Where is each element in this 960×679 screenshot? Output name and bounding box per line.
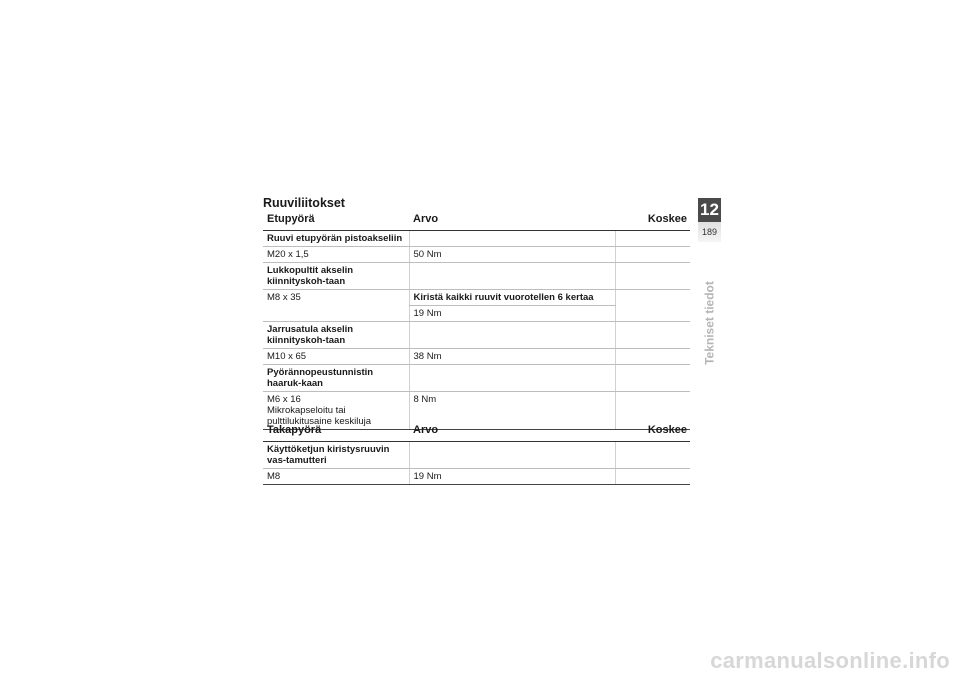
column-header-part: Etupyörä — [263, 208, 409, 231]
column-header-value: Arvo — [409, 419, 615, 442]
applies-cell — [615, 247, 690, 263]
value-cell: 38 Nm — [409, 349, 615, 365]
value-cell — [409, 231, 615, 247]
size-cell: M10 x 65 — [263, 349, 409, 365]
column-header-value: Arvo — [409, 208, 615, 231]
table-row — [263, 349, 690, 365]
chapter-side-label: Tekniset tiedot — [702, 281, 717, 365]
table-row — [263, 365, 690, 392]
applies-cell — [615, 231, 690, 247]
table-row — [263, 231, 690, 247]
chapter-tab — [698, 198, 721, 242]
locking-note: Mikrokapseloitu tai pulttilukitusaine keskiluja — [267, 405, 372, 427]
part-label: Ruuvi etupyörän pistoakseliin — [263, 231, 409, 247]
value-cell — [409, 322, 615, 349]
applies-cell — [615, 306, 690, 322]
size-cell: M8 — [263, 469, 409, 485]
applies-cell — [615, 290, 690, 306]
size-text: M6 x 16 — [267, 394, 301, 405]
size-cell — [263, 306, 409, 322]
table-row — [263, 247, 690, 263]
value-cell — [409, 263, 615, 290]
size-cell: M8 x 35 — [267, 292, 301, 303]
watermark: carmanualsonline.info — [710, 648, 950, 673]
front-wheel-table — [263, 208, 690, 430]
applies-cell — [615, 365, 690, 392]
value-cell: 19 Nm — [409, 469, 615, 485]
part-label: Pyörännopeustunnistin haaruk-kaan — [263, 365, 409, 392]
applies-cell — [615, 349, 690, 365]
table-row — [263, 469, 690, 485]
table-row — [263, 290, 690, 306]
table-row — [263, 306, 690, 322]
value-cell: 8 Nm — [409, 392, 615, 430]
part-label: Käyttöketjun kiristysruuvin vas-tamutteri — [263, 442, 409, 469]
column-header-applies: Koskee — [615, 208, 690, 231]
applies-cell — [615, 263, 690, 290]
table-row — [263, 442, 690, 469]
part-label: Lukkopultit akselin kiinnityskoh-taan — [263, 263, 409, 290]
applies-cell — [615, 469, 690, 485]
table-row — [263, 263, 690, 290]
applies-cell — [615, 442, 690, 469]
size-cell: M20 x 1,5 — [263, 247, 409, 263]
value-cell — [409, 365, 615, 392]
chapter-number: 12 — [698, 198, 721, 222]
section-title: Ruuviliitokset — [263, 196, 345, 210]
column-header-applies: Koskee — [615, 419, 690, 442]
rear-wheel-table — [263, 419, 690, 485]
part-label: Jarrusatula akselin kiinnityskoh-taan — [263, 322, 409, 349]
page-number: 189 — [698, 222, 721, 242]
instruction-cell: Kiristä kaikki ruuvit vuorotellen 6 kertaa — [409, 290, 615, 306]
column-header-part: Takapyörä — [263, 419, 409, 442]
value-cell: 50 Nm — [409, 247, 615, 263]
value-cell: 19 Nm — [409, 306, 615, 322]
table-row — [263, 322, 690, 349]
value-cell — [409, 442, 615, 469]
table-header-row — [263, 419, 690, 442]
applies-cell — [615, 322, 690, 349]
table-header-row — [263, 208, 690, 231]
